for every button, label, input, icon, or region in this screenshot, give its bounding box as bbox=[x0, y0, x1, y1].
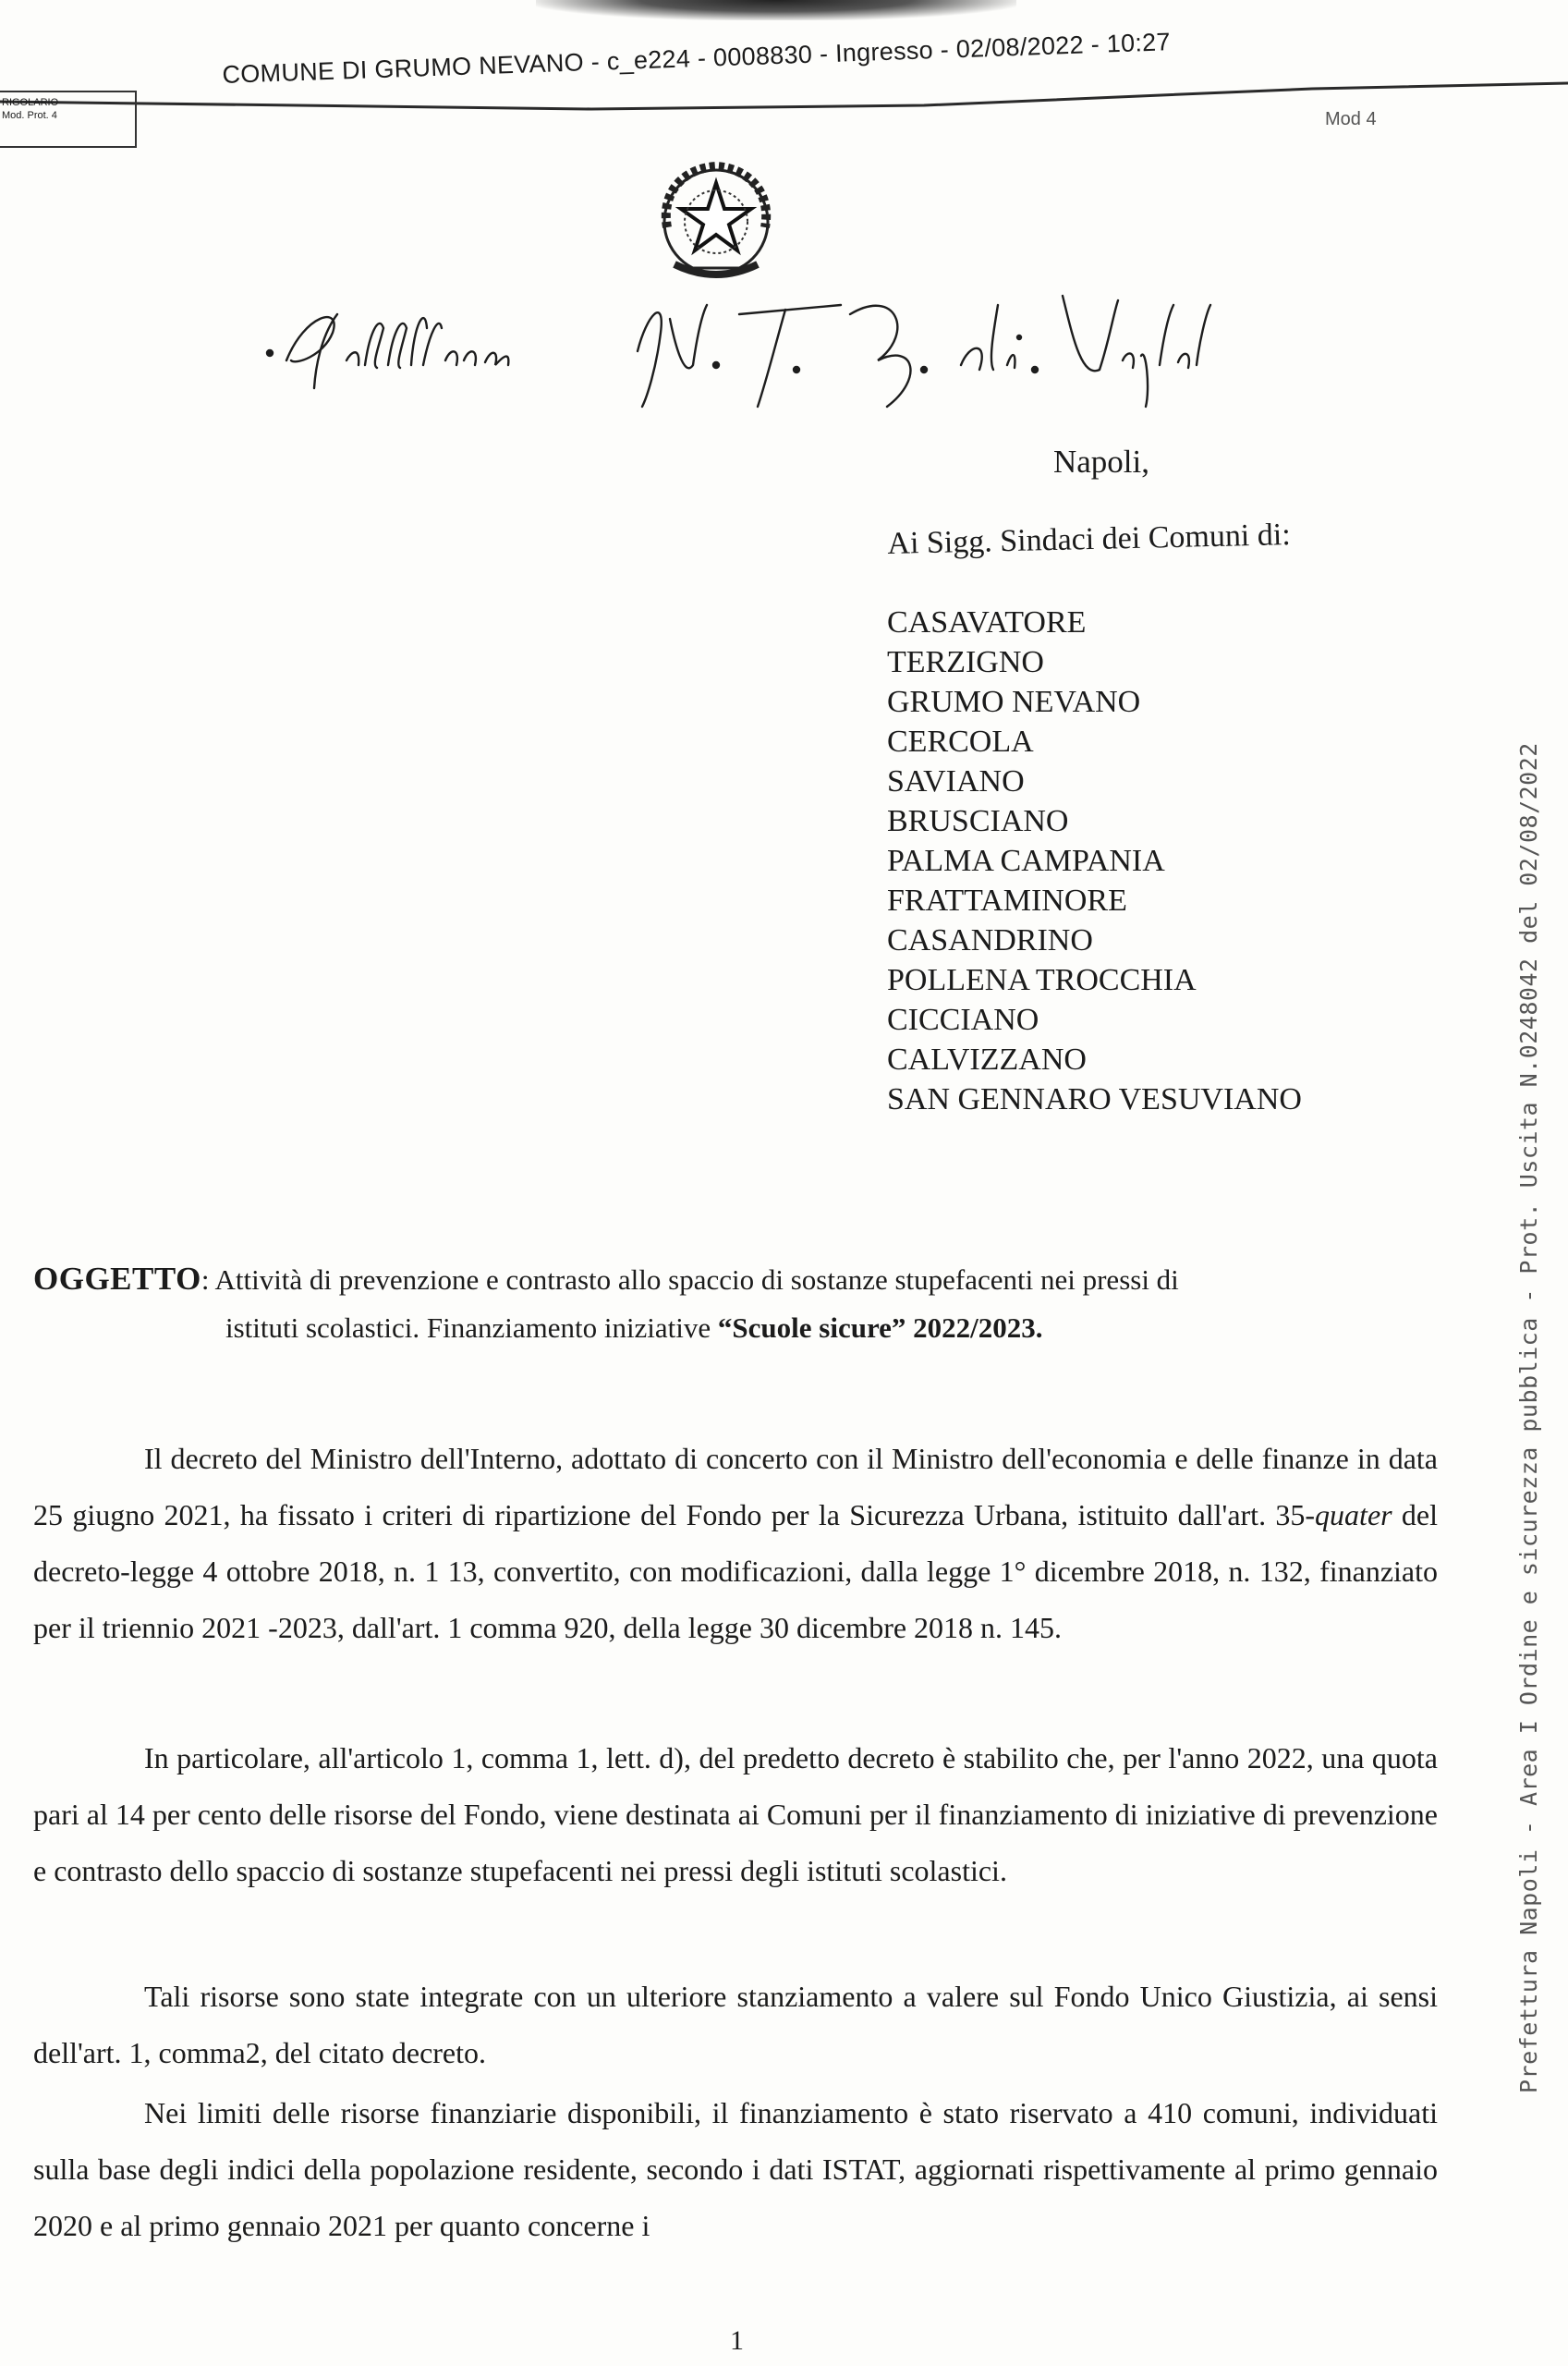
paragraph-1 bbox=[33, 1431, 1438, 1656]
list-item: FRATTAMINORE bbox=[887, 884, 1127, 918]
list-item: SAVIANO bbox=[887, 764, 1025, 799]
registry-stamp-line-2: Mod. Prot. 4 bbox=[2, 110, 57, 121]
list-item: CALVIZZANO bbox=[887, 1043, 1087, 1077]
italian-republic-emblem-icon bbox=[647, 155, 785, 294]
recipient-towns-list bbox=[887, 603, 1302, 1119]
paragraph-3: Tali risorse sono state integrate con un ulteriore stanziamento a valere sul Fondo Unico Giustizia, ai sensi dell'art. 1, comma2, del citato decreto. bbox=[33, 1980, 1438, 2069]
list-item: BRUSCIANO bbox=[887, 804, 1069, 838]
paragraph-1-text-a: Il decreto del Ministro dell'Interno, adottato di concerto con il Ministro dell'economia e delle finanze in data 25 giugno 2021, ha fissato i criteri di ripartizione del Fondo per la Sicurezza Urbana, istituito dall'art. 35- bbox=[33, 1442, 1438, 1531]
subject-block: OGGETTO: Attività di prevenzione e contrasto allo spaccio di sostanze stupefacenti nei pressi di istituti scolastici. Finanziamento iniziative “Scuole sicure” 2022/2023. bbox=[33, 1261, 1179, 1344]
registry-stamp-line-1: RIGOLARIO bbox=[2, 97, 59, 108]
subject-label: OGGETTO bbox=[33, 1261, 201, 1297]
prefettura-letterhead bbox=[249, 277, 1266, 416]
list-item: CERCOLA bbox=[887, 725, 1034, 759]
list-item: PALMA CAMPANIA bbox=[887, 844, 1165, 878]
list-item: SAN GENNARO VESUVIANO bbox=[887, 1082, 1302, 1116]
place-line: Napoli, bbox=[1053, 444, 1150, 480]
mod-label: Mod 4 bbox=[1325, 109, 1377, 129]
outgoing-protocol-sidebar: Prefettura Napoli - Area I Ordine e sicurezza pubblica - Prot. Uscita N.0248042 del 02/08/2022 bbox=[1515, 742, 1542, 2093]
protocol-stamp: COMUNE DI GRUMO NEVANO - c_e224 - 0008830 - Ingresso - 02/08/2022 - 10:27 bbox=[222, 28, 1172, 89]
subject-text-bold: “Scuole sicure” 2022/2023. bbox=[717, 1311, 1043, 1344]
recipients-intro: Ai Sigg. Sindaci dei Comuni di: bbox=[887, 518, 1292, 561]
paragraph-4: Nei limiti delle risorse finanziarie disponibili, il finanziamento è stato riservato a 410 comuni, individuati sulla base degli indici della popolazione residente, secondo i dati ISTAT, aggiornati rispettivamente al primo gennaio 2020 e al primo gennaio 2021 per quanto concerne i bbox=[33, 2096, 1438, 2242]
list-item: GRUMO NEVANO bbox=[887, 685, 1141, 719]
list-item: POLLENA TROCCHIA bbox=[887, 963, 1197, 997]
list-item: TERZIGNO bbox=[887, 645, 1044, 679]
paragraph-2: In particolare, all'articolo 1, comma 1, lett. d), del predetto decreto è stabilito che, per l'anno 2022, una quota pari al 14 per cento delle risorse del Fondo, viene destinata ai Comuni per il finanziamento di iniziative di prevenzione e contrasto dello spaccio di sostanze stupefacenti nei pressi degli istituti scolastici. bbox=[33, 1741, 1438, 1887]
list-item: CICCIANO bbox=[887, 1003, 1039, 1037]
page-number: 1 bbox=[730, 2325, 744, 2356]
paragraph-1-italic: quater bbox=[1315, 1498, 1392, 1531]
scan-edge-shadow bbox=[536, 0, 1016, 20]
list-item: CASAVATORE bbox=[887, 605, 1087, 640]
subject-text-2: istituti scolastici. Finanziamento iniziative bbox=[225, 1311, 718, 1344]
list-item: CASANDRINO bbox=[887, 923, 1093, 957]
subject-text-1: Attività di prevenzione e contrasto allo spaccio di sostanze stupefacenti nei pressi di bbox=[214, 1263, 1179, 1296]
paragraph-1-text-b: del decreto-legge 4 ottobre 2018, n. 1 13, convertito, con modificazioni, dalla legge 1° dicembre 2018, n. 132, finanziato per il triennio 2021 -2023, dall'art. 1 comma 920, della legge 30 dicembre 2018 n. 145. bbox=[33, 1498, 1439, 1644]
registry-stamp-box bbox=[0, 91, 137, 148]
